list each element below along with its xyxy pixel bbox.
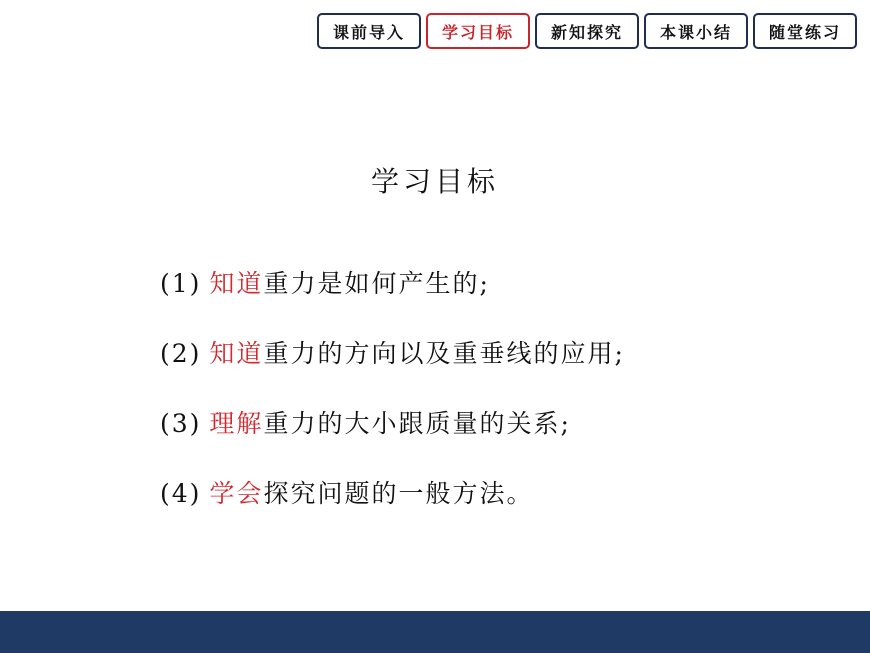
tab-practice[interactable]: 随堂练习	[753, 13, 857, 49]
goal-verb: 理解	[209, 409, 264, 438]
goal-verb: 学会	[209, 479, 264, 508]
goal-item	[160, 402, 625, 446]
goal-item	[160, 472, 625, 516]
goal-text: 重力的方向以及重垂线的应用;	[263, 339, 625, 368]
goal-number: (1)	[160, 269, 202, 298]
tab-new-knowledge[interactable]: 新知探究	[535, 13, 639, 49]
goal-text: 探究问题的一般方法。	[263, 479, 534, 508]
goal-number: (3)	[160, 409, 202, 438]
goal-verb: 知道	[209, 269, 264, 298]
goal-number: (2)	[160, 339, 202, 368]
goal-item	[160, 262, 625, 306]
goal-list	[160, 262, 625, 542]
goal-text: 重力是如何产生的;	[263, 269, 490, 298]
section-nav	[317, 13, 857, 49]
tab-summary[interactable]: 本课小结	[644, 13, 748, 49]
goal-item	[160, 332, 625, 376]
goal-text: 重力的大小跟质量的关系;	[263, 409, 571, 438]
goal-number: (4)	[160, 479, 202, 508]
footer-bar	[0, 611, 870, 653]
goal-verb: 知道	[209, 339, 264, 368]
page-title: 学习目标	[370, 165, 499, 198]
tab-learning-goals[interactable]: 学习目标	[426, 13, 530, 49]
tab-intro[interactable]: 课前导入	[317, 13, 421, 49]
